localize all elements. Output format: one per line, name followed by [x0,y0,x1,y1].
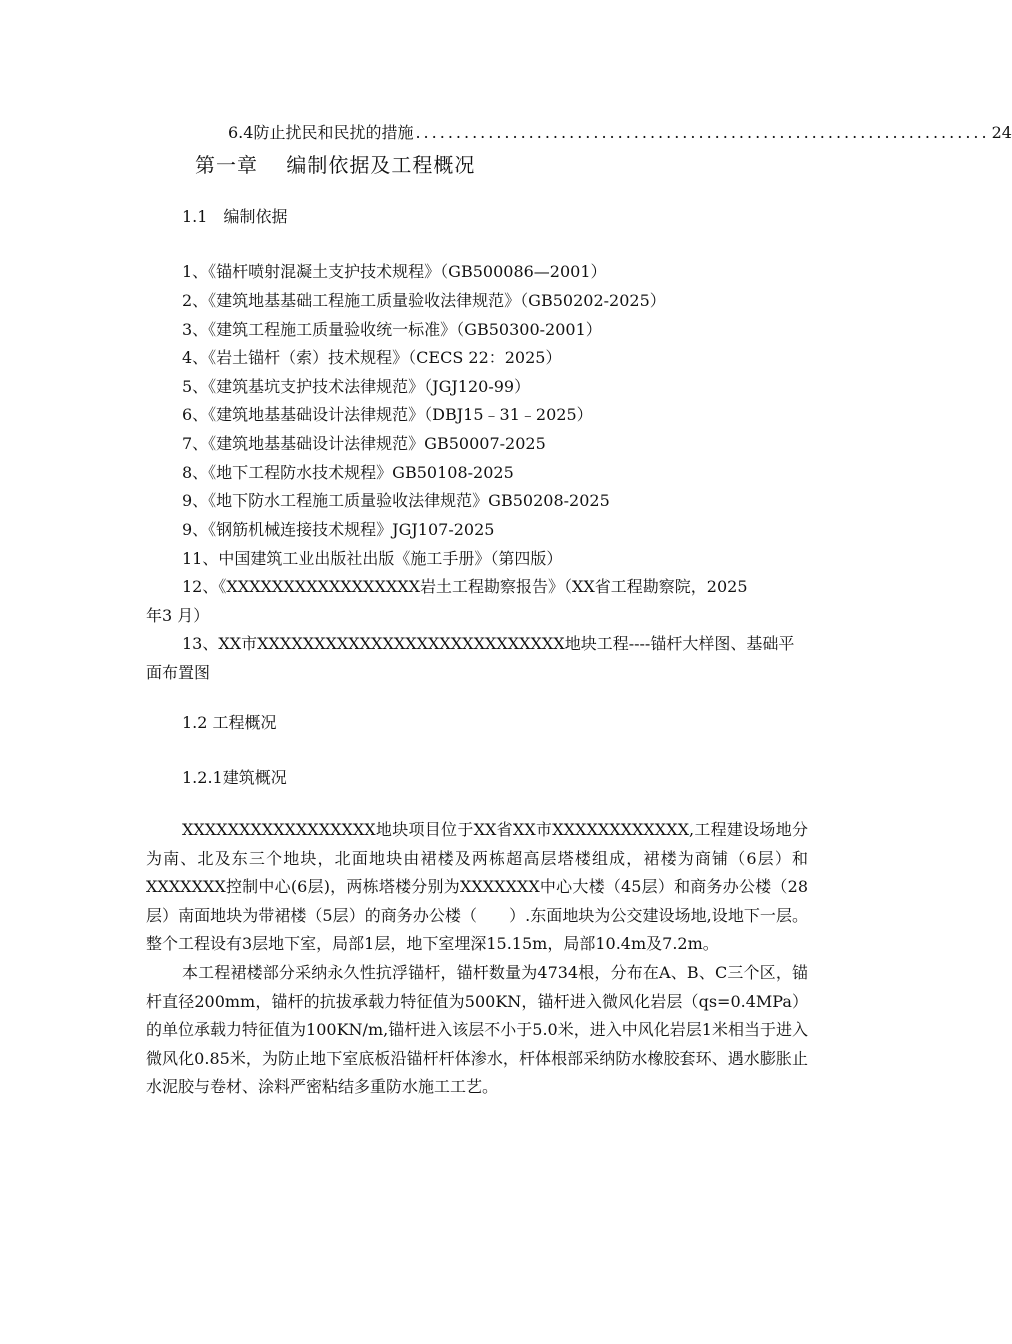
toc-page-number: 24 [991,123,1012,142]
reference-item: 3、《建筑工程施工质量验收统一标准》（GB50300-2001） [182,320,602,339]
reference-item: 4、《岩土锚杆（索）技术规程》（CECS 22：2025） [182,348,562,367]
toc-number: 6.4 [228,123,254,142]
toc-title: 防止扰民和民扰的措施 [253,123,414,142]
reference-item: 1、《锚杆喷射混凝土支护技术规程》（GB500086—2001） [182,262,607,281]
body-text [146,816,808,1102]
reference-item: 2、《建筑地基基础工程施工质量验收法律规范》（GB50202-2025） [182,291,666,310]
reference-item-12: 12、《XXXXXXXXXXXXXXXXX岩土工程勘察报告》（XX省工程勘察院，2025 [182,577,748,596]
paragraph-anchor-details: 本工程裙楼部分采纳永久性抗浮锚杆，锚杆数量为4734根，分布在A、B、C三个区，锚杆直径200mm，锚杆的抗拔承载力特征值为500KN，锚杆进入微风化岩层（qs=0.4MPa）的单位承载力特征值为100KN/m,锚杆进入该层不小于5.0米，进入中风化岩层1米相当于进入微风化0.85米，为防止地下室底板沿锚杆杆体渗水，杆体根部采纳防水橡胶套环、遇水膨胀止水泥胶与卷材、涂料严密粘结多重防水施工工艺。 [146,962,808,1097]
section-heading-1-2: 1.2 工程概况 [182,713,277,732]
reference-item: 11、中国建筑工业出版社出版《施工手册》（第四版） [182,549,563,568]
section-heading-1-2-1: 1.2.1建筑概况 [182,768,287,787]
reference-item: 7、《建筑地基基础设计法律规范》GB50007-2025 [182,434,546,453]
reference-item-12-continued: 年3 月） [146,606,210,625]
reference-item: 9、《钢筋机械连接技术规程》JGJ107-2025 [182,520,495,539]
paragraph-building-overview: XXXXXXXXXXXXXXXXX地块项目位于XX省XX市XXXXXXXXXXXX,工程建设场地分为南、北及东三个地块，北面地块由裙楼及两栋超高层塔楼组成，裙楼为商铺（6层）和XXXXXXX控制中心(6层)，两栋塔楼分别为XXXXXXX中心大楼（45层）和商务办公楼（28层）南面地块为带裙楼（5层）的商务办公楼（ ）.东面地块为公交建设场地,设地下一层。整个工程设有3层地下室，局部1层，地下室埋深15.15m，局部10.4m及7.2m。 [146,820,808,954]
reference-item: 5、《建筑基坑支护技术法律规范》（JGJ120-99） [182,377,531,396]
reference-item: 8、《地下工程防水技术规程》GB50108-2025 [182,463,514,482]
chapter-title: 第一章 编制依据及工程概况 [195,153,476,177]
reference-item-13: 13、XX市XXXXXXXXXXXXXXXXXXXXXXXXXXX地块工程----锚杆大样图、基础平 [182,634,795,653]
toc-entry[interactable] [228,123,1012,143]
reference-item: 6、《建筑地基基础设计法律规范》（DBJ15﹣31﹣2025） [182,405,593,424]
reference-item: 9、《地下防水工程施工质量验收法律规范》GB50208-2025 [182,491,610,510]
reference-item-13-continued: 面布置图 [146,663,211,682]
toc-leader-dots: ....................................................................... [415,123,990,142]
section-heading-1-1: 1.1 编制依据 [182,207,288,226]
